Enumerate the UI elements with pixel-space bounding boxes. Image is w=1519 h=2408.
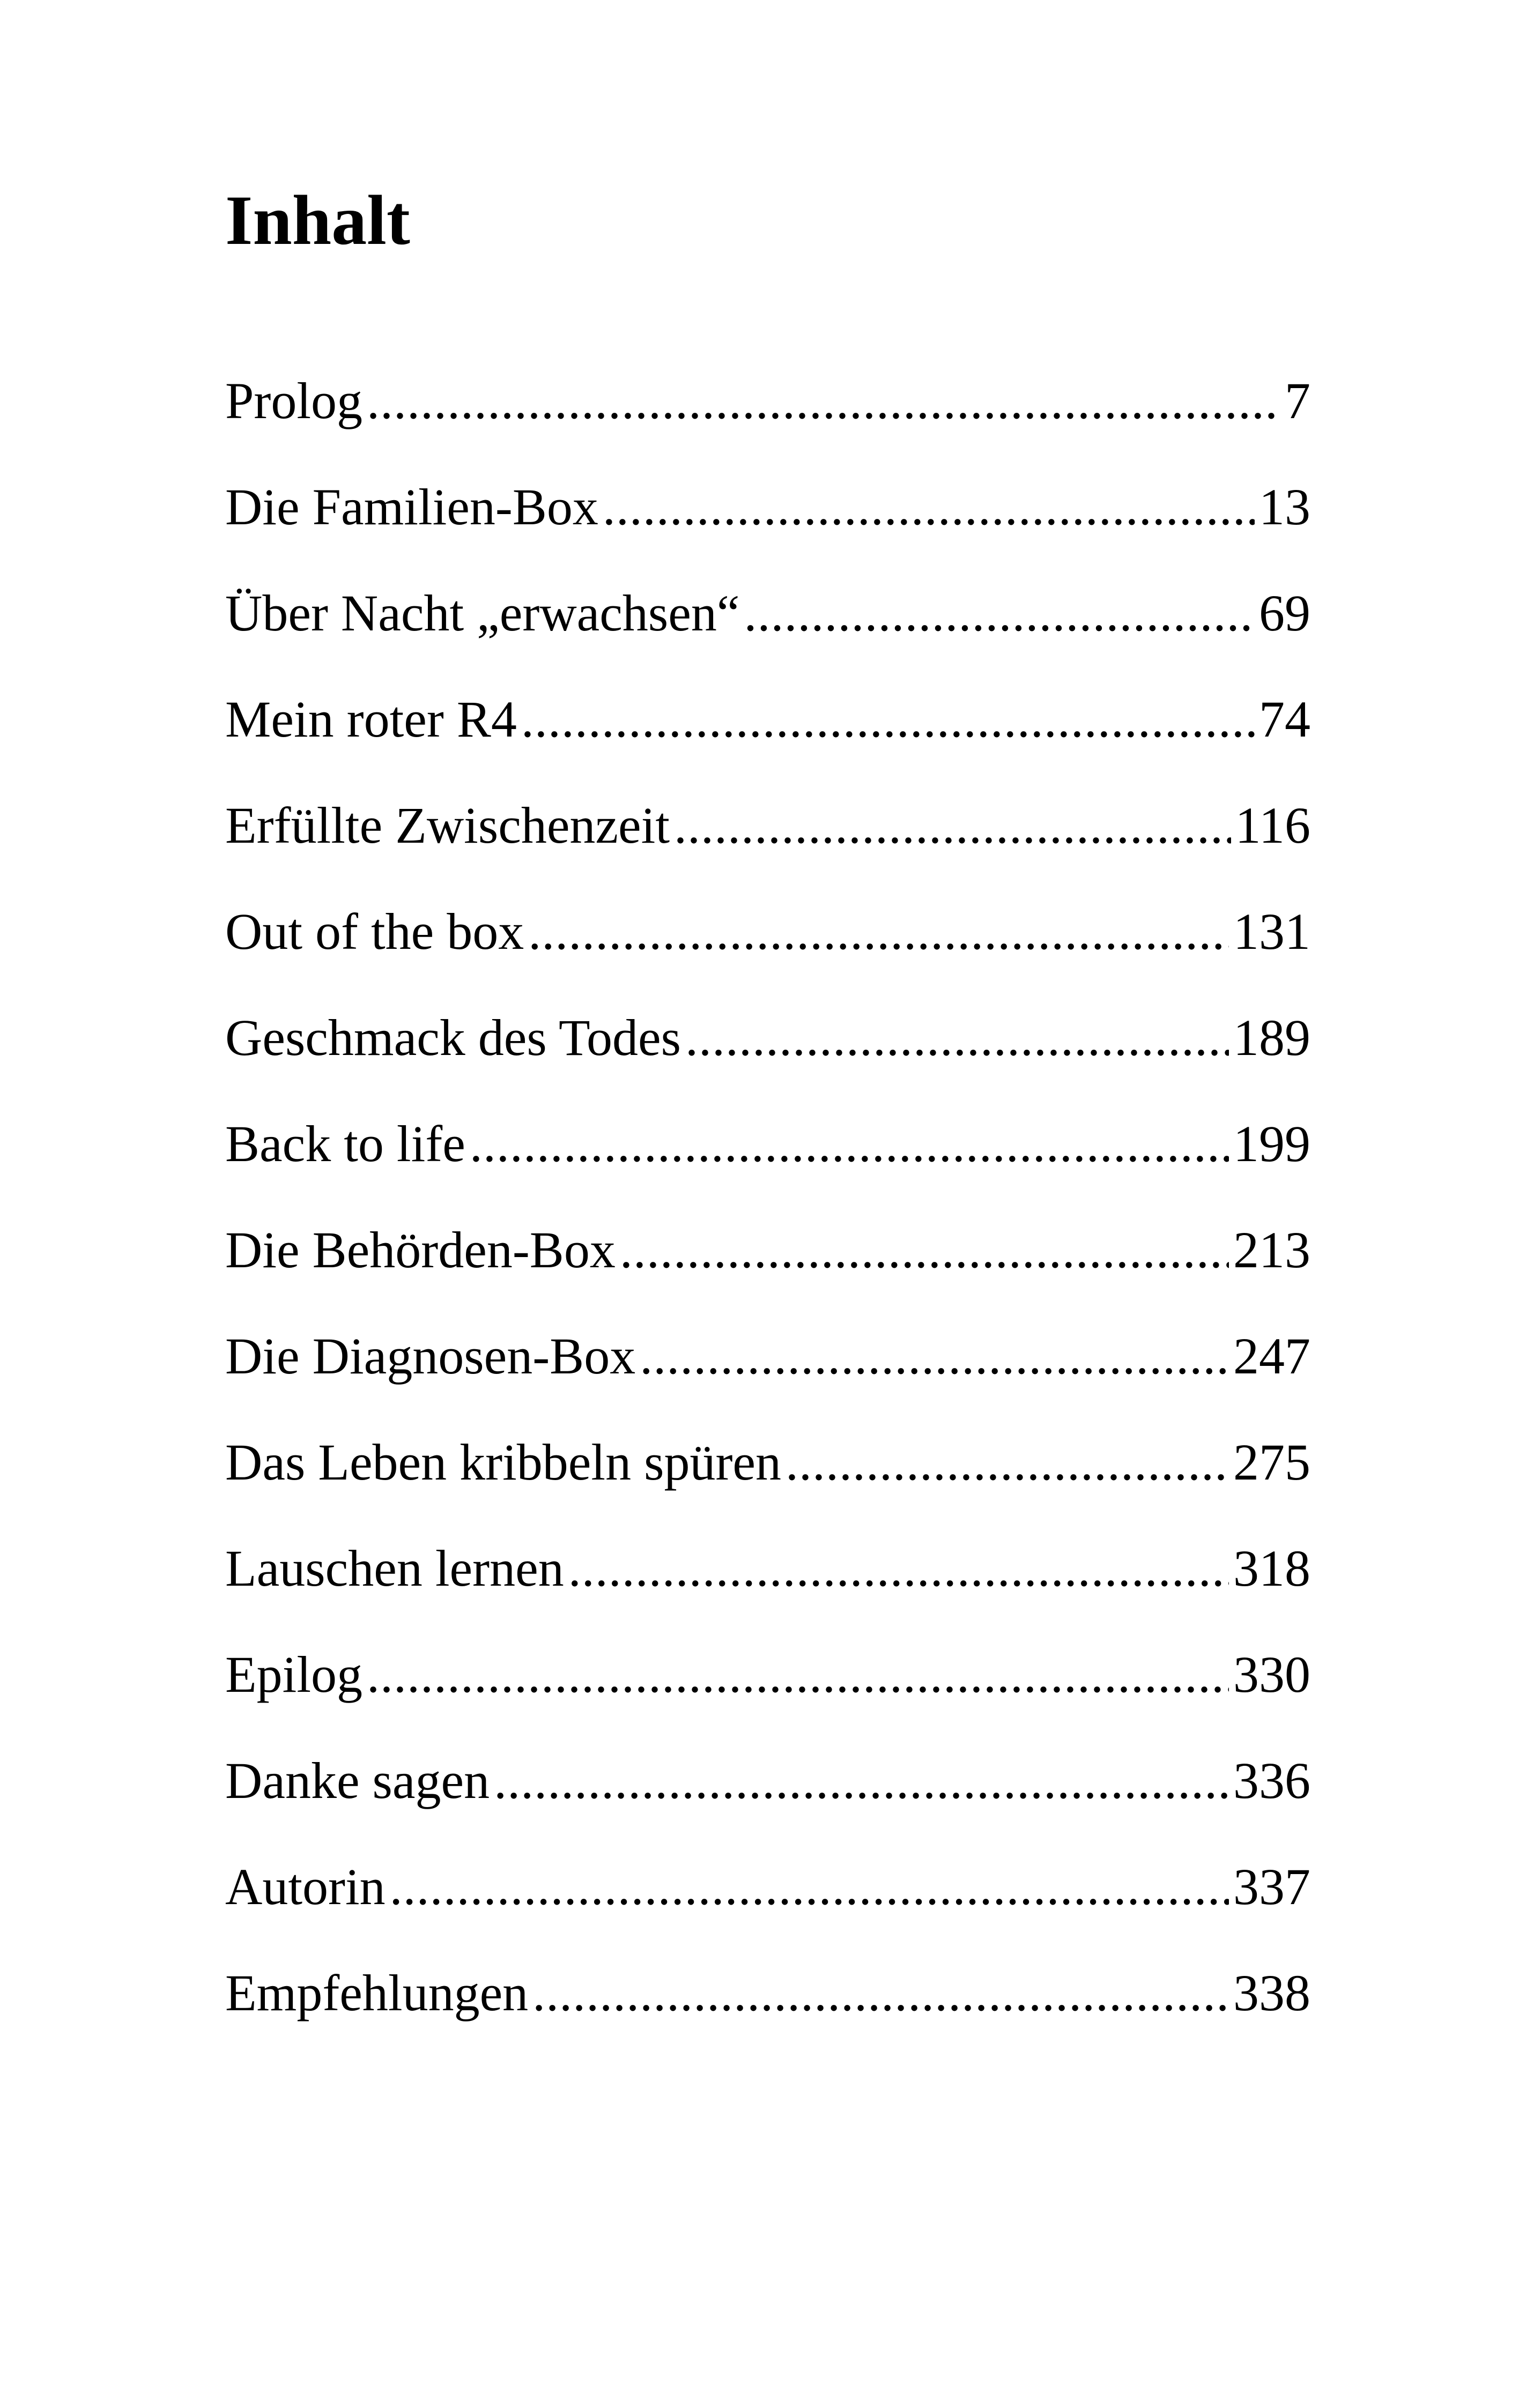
toc-entry: [225, 1221, 1310, 1331]
toc-entry: [225, 584, 1310, 694]
toc-entry-page: 199: [1233, 1115, 1310, 1172]
toc-entry: [225, 903, 1310, 1012]
toc-entry: [225, 1858, 1310, 1967]
dot-leader: [568, 1543, 1229, 1594]
toc-entry: [225, 1540, 1310, 1649]
dot-leader: [470, 1118, 1229, 1170]
dot-leader: [528, 906, 1229, 957]
toc-entry-label: Danke sagen: [225, 1752, 490, 1809]
toc-entry-label: Erfüllte Zwischenzeit: [225, 797, 670, 854]
toc-entry-label: Back to life: [225, 1115, 465, 1172]
toc-entry-label: Die Behörden-Box: [225, 1221, 616, 1279]
toc-entry-page: 13: [1259, 478, 1310, 536]
toc-entry: [225, 1752, 1310, 1861]
toc-entry-page: 338: [1233, 1964, 1310, 2021]
toc-entry: [225, 372, 1310, 481]
toc-title: Inhalt: [225, 181, 410, 259]
toc-entry-label: Epilog: [225, 1646, 362, 1703]
dot-leader: [786, 1437, 1229, 1488]
toc-entry-label: Autorin: [225, 1858, 386, 1915]
dot-leader: [532, 1967, 1229, 2019]
toc-entry-label: Die Diagnosen-Box: [225, 1327, 636, 1385]
toc-entry: [225, 1964, 1310, 2073]
toc-entry-page: 74: [1259, 690, 1310, 748]
toc-entry-page: 337: [1233, 1858, 1310, 1915]
toc-entry-label: Die Familien-Box: [225, 478, 598, 536]
toc-entry-page: 69: [1259, 584, 1310, 642]
toc-entry-page: 336: [1233, 1752, 1310, 1809]
toc-entry-label: Das Leben kribbeln spüren: [225, 1433, 782, 1491]
toc-entry-page: 7: [1285, 372, 1310, 429]
toc-entry-label: Empfehlungen: [225, 1964, 529, 2021]
toc-entry-page: 131: [1233, 903, 1310, 960]
dot-leader: [674, 800, 1231, 851]
toc-entry-label: Mein roter R4: [225, 690, 517, 748]
table-of-contents: [225, 372, 1310, 2073]
toc-entry: [225, 1646, 1310, 1755]
dot-leader: [603, 481, 1255, 533]
dot-leader: [390, 1861, 1229, 1913]
toc-entry-page: 275: [1233, 1433, 1310, 1491]
toc-entry-page: 213: [1233, 1221, 1310, 1279]
toc-entry: [225, 797, 1310, 906]
dot-leader: [521, 694, 1255, 745]
dot-leader: [367, 1649, 1229, 1700]
toc-entry-label: Lauschen lernen: [225, 1540, 564, 1597]
toc-entry: [225, 1115, 1310, 1224]
dot-leader: [367, 375, 1280, 427]
dot-leader: [620, 1224, 1229, 1276]
toc-entry: [225, 478, 1310, 588]
toc-entry-label: Geschmack des Todes: [225, 1009, 681, 1066]
toc-entry-page: 247: [1233, 1327, 1310, 1385]
toc-entry: [225, 1433, 1310, 1543]
toc-entry-page: 318: [1233, 1540, 1310, 1597]
toc-entry: [225, 1009, 1310, 1118]
toc-entry-label: Über Nacht „erwachsen“: [225, 584, 740, 642]
toc-entry-page: 330: [1233, 1646, 1310, 1703]
toc-entry-page: 116: [1235, 797, 1310, 854]
dot-leader: [744, 588, 1255, 639]
dot-leader: [494, 1755, 1229, 1807]
dot-leader: [640, 1331, 1229, 1382]
toc-entry-page: 189: [1233, 1009, 1310, 1066]
dot-leader: [685, 1012, 1229, 1064]
toc-entry: [225, 690, 1310, 800]
toc-entry: [225, 1327, 1310, 1437]
toc-entry-label: Out of the box: [225, 903, 524, 960]
toc-entry-label: Prolog: [225, 372, 363, 429]
